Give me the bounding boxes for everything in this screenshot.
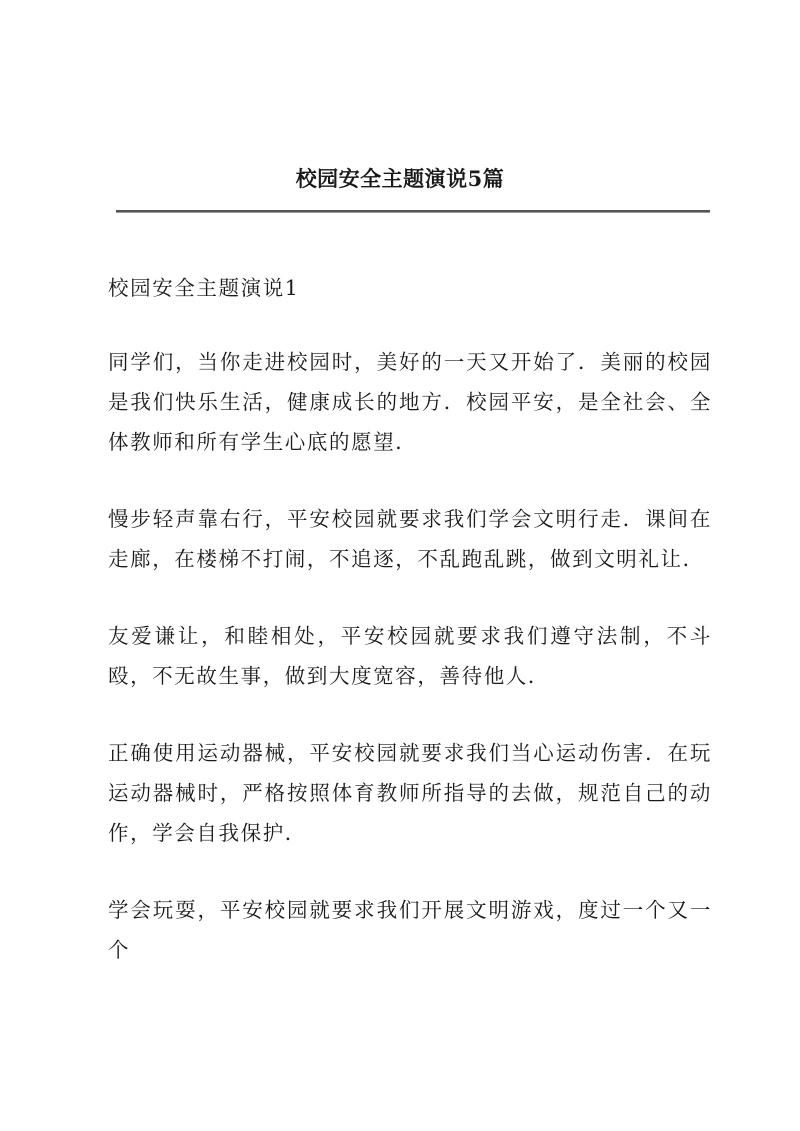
paragraph-2: 慢步轻声靠右行，平安校园就要求我们学会文明行走．课间在走廊，在楼梯不打闹，不追逐，不乱跑乱跳，做到文明礼让． [108,507,712,571]
document-title: 校园安全主题演说5篇 [295,166,505,191]
paragraph-5: 学会玩耍，平安校园就要求我们开展文明游戏，度过一个又一个 [108,898,712,962]
document-body [108,268,712,1007]
paragraph-1: 同学们，当你走进校园时，美好的一天又开始了．美丽的校园是我们快乐生活，健康成长的地方．校园平安，是全社会、全体教师和所有学生心底的愿望． [108,350,712,454]
title-divider [116,210,710,213]
paragraph-3: 友爱谦让，和睦相处，平安校园就要求我们遵守法制，不斗殴，不无故生事，做到大度宽容，善待他人． [108,624,712,688]
paragraph-4: 正确使用运动器械，平安校园就要求我们当心运动伤害．在玩运动器械时，严格按照体育教师所指导的去做，规范自己的动作，学会自我保护． [108,741,712,845]
section-title: 校园安全主题演说1 [108,276,300,300]
